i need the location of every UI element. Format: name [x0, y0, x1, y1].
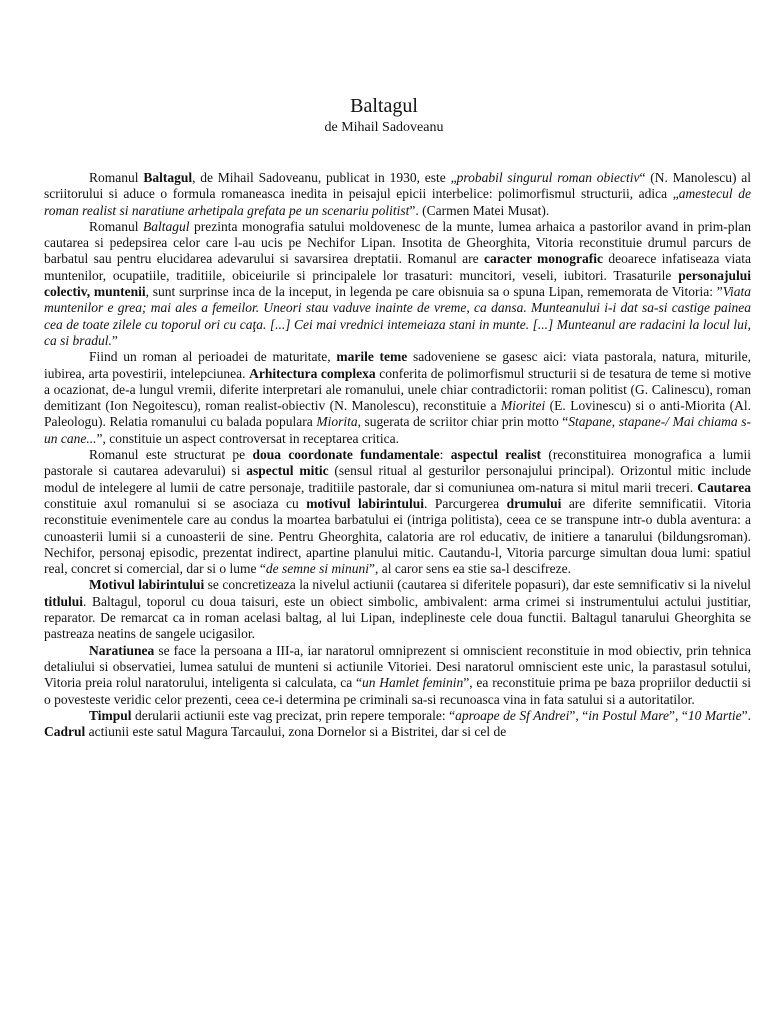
- text-run: (reconstituirea monografica a lumii pastorale si cautarea adevarului) si: [44, 447, 751, 479]
- document-author: de Mihail Sadoveanu: [324, 120, 444, 135]
- text-run: constituie axul romanului si se asociaza cu: [44, 495, 307, 511]
- text-run: ”. (Carmen Matei Musat).: [409, 202, 550, 218]
- bold-run: drumului: [506, 495, 562, 511]
- bold-run: aspectul mitic: [246, 463, 329, 479]
- text-run: , sugerata de scriitor chiar prin motto “: [357, 414, 569, 430]
- bold-run: aspectul realist: [450, 447, 542, 463]
- italic-run: Miorita: [316, 414, 358, 430]
- text-run: . Baltagul, toporul cu doua taisuri, este un obiect simbolic, ambivalent: arma crimei si instrumentului actului justitiar, reparator. De remarcat ca in roman acelasi baltag, al lui Lipan, indeplineste cele doua functii. Baltagul tanarului Gheorghita se pastreaza neatins de sangele ucigasilor.: [44, 593, 751, 642]
- italic-run: Mioritei: [501, 398, 546, 414]
- text-run: se face la persoana a III-a, iar naratorul omniprezent si omniscient reconstituie in mod obiectiv, prin tehnica detaliului si observatiei, lumea satului de munteni si actiunile Vitoriei. Desi naratorul omniscient este unic, la parastasul sotului, Vitoria preia rolul naratorului, inteligenta si calculata, ca “: [44, 642, 751, 691]
- document-body: [44, 170, 751, 740]
- bold-run: marile teme: [336, 349, 408, 365]
- document-title: Baltagul: [350, 95, 418, 117]
- text-run: ”, constituie un aspect controversat in receptarea critica.: [96, 430, 399, 446]
- text-run: Romanul este structurat pe: [89, 447, 253, 463]
- paragraph-4: [44, 447, 751, 577]
- text-run: are diferite semnificatii. Vitoria reconstituie evenimentele care au condus la moartea barbatului ei (intriga politista), ceea ce se transpune intr-o dubla aventura: a cunoasterii lumii si a cunoasterii de sine. Pentru Gheorghita, calatoria are rol educativ, de initiere a tanarului (bildungsroman). Nechifor, personaj episodic, prezentat indirect, apartine planului mitic. Cautandu-l, Vitoria parcurge simultan doua lumi: spatiul real, concret si comercial, dar si o lume “: [44, 495, 751, 577]
- text-run: , sunt surprinse inca de la inceput, in legenda pe care obisnuia sa o spuna Lipan, rememorata de Vitoria: ”: [145, 284, 723, 300]
- italic-run: de semne si minuni: [265, 561, 370, 577]
- italic-run: Baltagul: [143, 218, 190, 234]
- bold-run: Naratiunea: [89, 642, 155, 658]
- text-run: “ (N. Manolescu) al scriitorului si aduce o formula romaneasca inedita in peisajul epicii interbelice: polimorfismul structurii, adica „: [44, 170, 751, 202]
- text-run: se concretizeaza la nivelul actiunii (cautarea si diferitele popasuri), dar este semnificativ si la nivelul: [204, 577, 751, 593]
- text-run: actiunii este satul Magura Tarcaului, zona Dornelor si a Bistritei, dar si cel de: [85, 724, 507, 740]
- bold-run: Motivul labirintului: [89, 577, 205, 593]
- bold-run: Baltagul: [143, 170, 193, 185]
- paragraph-6: [44, 643, 751, 708]
- italic-run: probabil singurul roman obiectiv: [456, 170, 640, 185]
- italic-run: un Hamlet feminin: [362, 675, 464, 691]
- text-run: conferita de polimorfismul structurii si de tesatura de teme si motive a ocazionat, de-a lungul vremii, diferite interpretari ale romanului, unele chiar contradictorii: roman politist (G. Calinescu), roman demitizant (Ion Negoitescu), roman realist-obiectiv (N. Manolescu), reconstituie a: [44, 365, 751, 414]
- italic-run: aproape de Sf Andrei: [455, 707, 570, 723]
- paragraph-5: [44, 577, 751, 642]
- paragraph-2: [44, 219, 751, 349]
- bold-run: Arhitectura complexa: [249, 365, 376, 381]
- paragraph-3: [44, 349, 751, 447]
- bold-run: titlului: [44, 593, 84, 609]
- bold-run: personajului colectiv, muntenii: [44, 267, 751, 300]
- paragraph-1: [44, 170, 751, 219]
- text-run: Fiind un roman al perioadei de maturitate,: [89, 349, 337, 365]
- bold-run: motivul labirintului: [306, 495, 425, 511]
- bold-run: doua coordonate fundamentale: [252, 447, 440, 463]
- italic-run: amestecul de roman realist si naratiune arhetipala grefata pe un scenariu politist: [44, 186, 751, 218]
- text-run: Romanul: [89, 170, 144, 185]
- text-run: ”: [111, 332, 118, 348]
- text-run: . Parcurgerea: [424, 495, 507, 511]
- italic-run: Stapane, stapane-/ Mai chiama s-un cane...: [44, 414, 751, 446]
- text-run: (sensul ritual al gesturilor personajului principal). Orizontul mitic include modul de intelegere al lumii de catre personaje, traditiile pastorale, dar si comuniunea om-natura si mitul marii treceri.: [44, 463, 751, 495]
- bold-run: caracter monografic: [483, 251, 604, 267]
- text-run: ”, “: [668, 707, 688, 723]
- paragraph-7: [44, 708, 751, 741]
- text-run: ”, “: [569, 707, 589, 723]
- text-run: (E. Lovinescu) si o anti-Miorita (Al. Paleologu). Relatia romanului cu balada populara: [44, 398, 751, 430]
- bold-run: Cautarea: [697, 479, 751, 495]
- text-run: ”, al caror sens ea stie sa-l descifreze.: [369, 561, 572, 577]
- text-run: ”, ea reconstituie prima pe baza propriilor deductii si o povesteste veridic celor prezenti, ceea ce-i determina pe criminali sa-si recunoasca vina in fata satului si a autoritatilor.: [44, 675, 751, 707]
- text-run: ”.: [741, 707, 751, 723]
- text-run: prezinta monografia satului moldovenesc de la munte, lumea arhaica a pastorilor avand in prim-plan cautarea si pedepsirea celor care l-au ucis pe Nechifor Lipan. Insotita de Gheorghita, Vitoria reconstituie drumul parcurs de barbatul sau pentru elucidarea adevarului si savarsirea dreptatii. Romanul are: [44, 218, 752, 267]
- text-run: , de Mihail Sadoveanu, publicat in 1930, este „: [192, 170, 457, 185]
- bold-run: Timpul: [89, 707, 132, 723]
- text-run: :: [439, 447, 451, 463]
- text-run: sadoveniene se gasesc aici: viata pastorala, natura, miturile, iubirea, arta povestirii, intelepciunea.: [44, 349, 751, 381]
- text-run: Romanul: [89, 218, 144, 234]
- italic-run: 10 Martie: [687, 707, 742, 723]
- text-run: deoarece infatiseaza viata muntenilor, ocupatiile, traditiile, obiceiurile si principalele lor trasaturi: muncitori, veseli, iubitori. Trasaturile: [44, 251, 752, 283]
- text-run: derularii actiunii este vag precizat, prin repere temporale: “: [131, 707, 456, 723]
- bold-run: Cadrul: [44, 724, 86, 740]
- italic-run: Viata muntenilor e grea; mai ales a femeilor. Uneori stau vaduve inainte de vreme, ca dansa. Munteanului i-i dat sa-si castige painea cea de toate zilele cu toporul ori cu caţa. [...] Cei mai vrednici intemeiaza stani in munte. [...] Munteanul are radacini la locul lui, ca si bradul.: [44, 284, 751, 348]
- italic-run: in Postul Mare: [588, 707, 669, 723]
